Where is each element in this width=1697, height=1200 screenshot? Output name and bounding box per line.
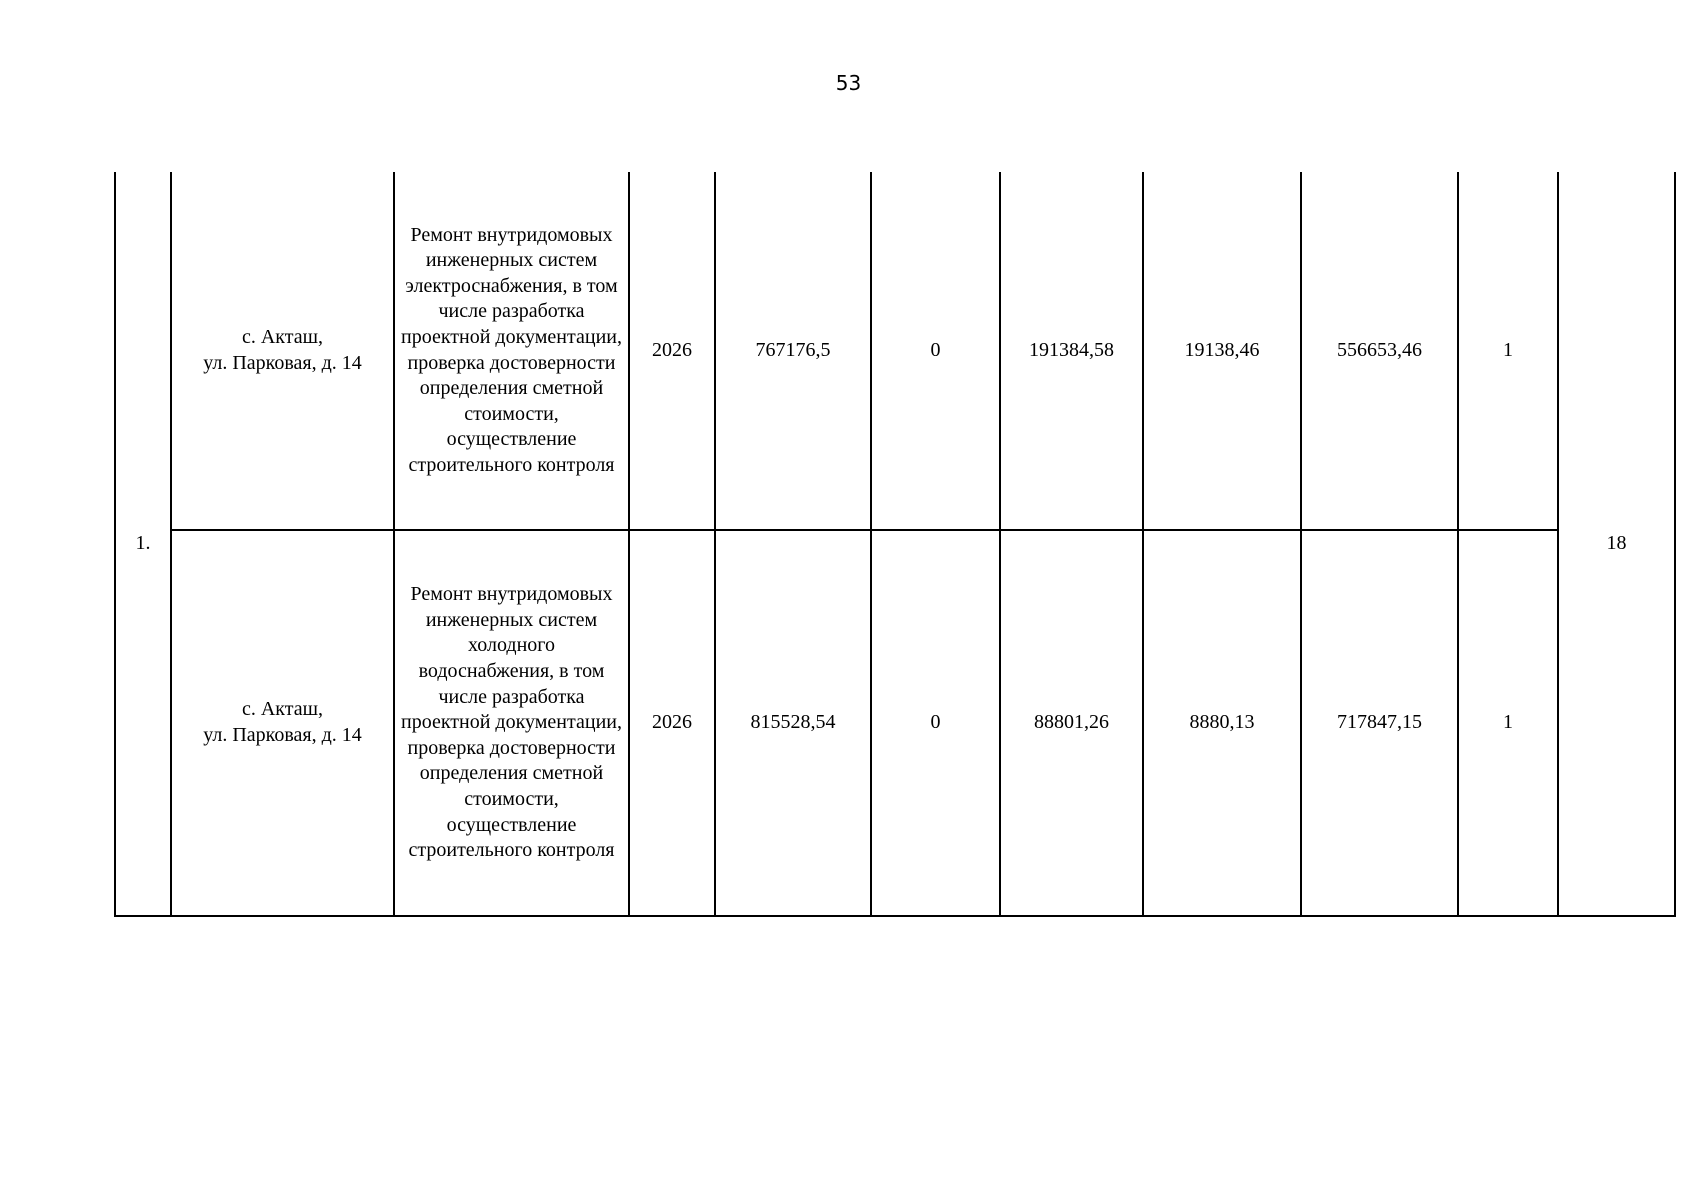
value-cell: 1	[1458, 172, 1558, 530]
value-cell: 717847,15	[1301, 530, 1458, 916]
address-cell	[171, 530, 394, 916]
value-cell: 191384,58	[1000, 172, 1143, 530]
value-cell: 556653,46	[1301, 172, 1458, 530]
year-cell: 2026	[629, 530, 715, 916]
value-cell: 1	[1458, 530, 1558, 916]
table-row	[115, 172, 1675, 530]
address-text: с. Акташ, ул. Парковая, д. 14	[203, 698, 362, 746]
year-cell: 2026	[629, 172, 715, 530]
address-text: с. Акташ, ул. Парковая, д. 14	[203, 325, 362, 374]
work-description: Ремонт внутридомовых инженерных систем электроснабжения, в том числе разработка проектной документации, проверка достоверности определения сметной стоимости, осуществление строительного контроля	[401, 223, 622, 476]
work-description-cell	[394, 172, 629, 530]
group-total-cell: 18	[1558, 172, 1675, 916]
work-description-cell	[394, 530, 629, 916]
table-row	[115, 530, 1675, 916]
value-cell: 8880,13	[1143, 530, 1301, 916]
value-cell: 0	[871, 530, 1000, 916]
value-cell: 0	[871, 172, 1000, 530]
group-number-cell: 1.	[115, 172, 171, 916]
page-number: 53	[835, 71, 862, 95]
total-cost-cell: 815528,54	[715, 530, 871, 916]
works-table	[114, 172, 1676, 917]
value-cell: 19138,46	[1143, 172, 1301, 530]
work-description: Ремонт внутридомовых инженерных систем холодного водоснабжения, в том числе разработка проектной документации, проверка достоверности определения сметной стоимости, осуществление строительного контроля	[401, 583, 622, 862]
total-cost-cell: 767176,5	[715, 172, 871, 530]
value-cell: 88801,26	[1000, 530, 1143, 916]
address-cell	[171, 172, 394, 530]
